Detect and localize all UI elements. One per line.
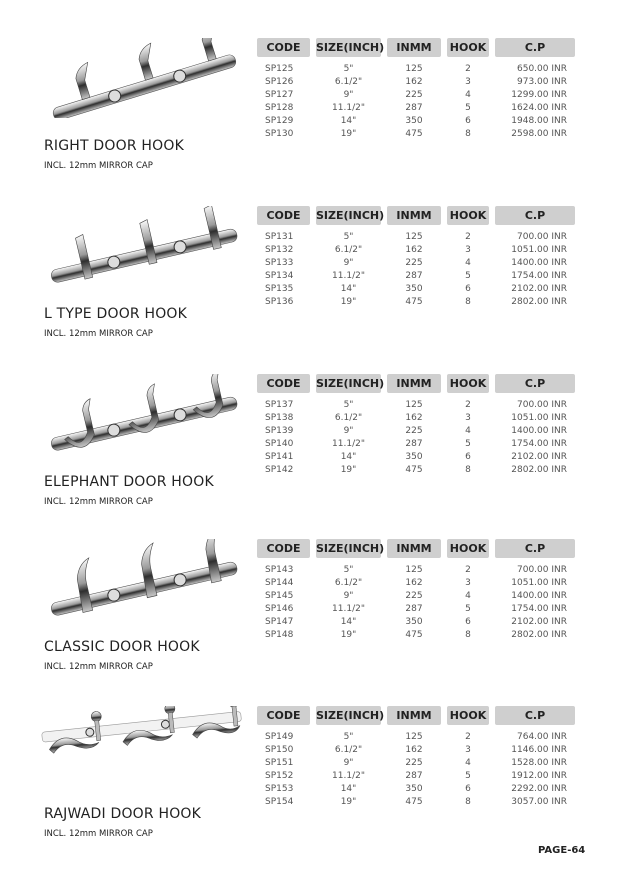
table-row <box>257 412 577 425</box>
cell-hook: 3 <box>465 578 471 588</box>
table-row <box>257 115 577 128</box>
cell-mm: 287 <box>405 439 423 449</box>
cell-mm: 125 <box>405 64 423 74</box>
cell-hook: 2 <box>465 232 471 242</box>
cell-hook: 2 <box>465 732 471 742</box>
header-price: C.P <box>495 539 575 558</box>
cell-price: 650.00 INR <box>517 64 567 74</box>
table-row <box>257 89 577 102</box>
cell-code: SP154 <box>265 797 294 807</box>
cell-hook: 5 <box>465 271 471 281</box>
cell-size: 11.1/2" <box>332 771 365 781</box>
cell-size: 5" <box>343 232 354 242</box>
product-note: INCL. 12mm MIRROR CAP <box>44 829 153 839</box>
cell-code: SP144 <box>265 578 294 588</box>
header-hook: HOOK <box>447 706 489 725</box>
header-code: CODE <box>257 38 310 57</box>
cell-code: SP138 <box>265 413 294 423</box>
cell-size: 5" <box>343 732 354 742</box>
cell-size: 5" <box>343 400 354 410</box>
cell-mm: 287 <box>405 103 423 113</box>
cell-hook: 8 <box>465 797 471 807</box>
cell-hook: 3 <box>465 77 471 87</box>
cell-price: 1624.00 INR <box>511 103 567 113</box>
cell-mm: 225 <box>405 90 423 100</box>
cell-hook: 8 <box>465 465 471 475</box>
cell-size: 14" <box>340 116 357 126</box>
product-title: L TYPE DOOR HOOK <box>44 306 188 322</box>
product-title: ELEPHANT DOOR HOOK <box>44 474 214 490</box>
table-row <box>257 399 577 412</box>
product-section <box>0 206 620 366</box>
cell-price: 2598.00 INR <box>511 129 567 139</box>
cell-mm: 475 <box>405 630 423 640</box>
product-note: INCL. 12mm MIRROR CAP <box>44 662 153 672</box>
cell-hook: 5 <box>465 604 471 614</box>
cell-mm: 225 <box>405 758 423 768</box>
cell-mm: 350 <box>405 784 423 794</box>
cell-code: SP127 <box>265 90 294 100</box>
cell-size: 6.1/2" <box>334 77 363 87</box>
cell-code: SP137 <box>265 400 294 410</box>
cell-code: SP131 <box>265 232 294 242</box>
table-row <box>257 283 577 296</box>
cell-size: 19" <box>340 797 357 807</box>
cell-code: SP151 <box>265 758 294 768</box>
cell-code: SP129 <box>265 116 294 126</box>
cell-code: SP140 <box>265 439 294 449</box>
cell-hook: 8 <box>465 630 471 640</box>
cell-hook: 5 <box>465 103 471 113</box>
cell-mm: 162 <box>405 413 423 423</box>
cell-hook: 8 <box>465 129 471 139</box>
cell-size: 9" <box>343 591 354 601</box>
table-row <box>257 296 577 309</box>
cell-code: SP125 <box>265 64 294 74</box>
cell-hook: 8 <box>465 297 471 307</box>
cell-mm: 475 <box>405 297 423 307</box>
table-row <box>257 451 577 464</box>
table-row <box>257 76 577 89</box>
page-number: PAGE-64 <box>538 845 586 856</box>
table-row <box>257 783 577 796</box>
cell-hook: 2 <box>465 565 471 575</box>
cell-code: SP152 <box>265 771 294 781</box>
l-type-door-hook-image <box>40 206 245 286</box>
table-row <box>257 464 577 477</box>
cell-price: 1051.00 INR <box>511 578 567 588</box>
table-header <box>257 38 577 57</box>
header-hook: HOOK <box>447 38 489 57</box>
table-row <box>257 757 577 770</box>
cell-hook: 4 <box>465 426 471 436</box>
cell-price: 700.00 INR <box>517 232 567 242</box>
header-size: SIZE(INCH) <box>316 706 381 725</box>
cell-hook: 3 <box>465 413 471 423</box>
right-door-hook-image <box>40 38 245 118</box>
product-title: CLASSIC DOOR HOOK <box>44 639 200 655</box>
cell-size: 14" <box>340 617 357 627</box>
cell-hook: 5 <box>465 771 471 781</box>
price-table <box>257 206 577 309</box>
cell-price: 1051.00 INR <box>511 413 567 423</box>
product-note: INCL. 12mm MIRROR CAP <box>44 497 153 507</box>
table-header <box>257 539 577 558</box>
rajwadi-door-hook-image <box>40 706 245 786</box>
cell-size: 9" <box>343 258 354 268</box>
cell-hook: 4 <box>465 258 471 268</box>
cell-size: 5" <box>343 64 354 74</box>
cell-size: 19" <box>340 465 357 475</box>
cell-mm: 350 <box>405 617 423 627</box>
table-header <box>257 374 577 393</box>
cell-hook: 6 <box>465 784 471 794</box>
cell-code: SP126 <box>265 77 294 87</box>
cell-mm: 475 <box>405 797 423 807</box>
cell-hook: 3 <box>465 245 471 255</box>
cell-code: SP135 <box>265 284 294 294</box>
table-row <box>257 590 577 603</box>
cell-code: SP141 <box>265 452 294 462</box>
cell-mm: 125 <box>405 400 423 410</box>
cell-size: 11.1/2" <box>332 271 365 281</box>
cell-code: SP128 <box>265 103 294 113</box>
cell-size: 6.1/2" <box>334 413 363 423</box>
cell-size: 19" <box>340 297 357 307</box>
table-row <box>257 102 577 115</box>
cell-hook: 3 <box>465 745 471 755</box>
cell-price: 1912.00 INR <box>511 771 567 781</box>
table-row <box>257 63 577 76</box>
cell-price: 1146.00 INR <box>511 745 567 755</box>
cell-price: 1400.00 INR <box>511 591 567 601</box>
cell-hook: 6 <box>465 284 471 294</box>
price-table <box>257 706 577 809</box>
table-row <box>257 564 577 577</box>
table-row <box>257 257 577 270</box>
header-price: C.P <box>495 38 575 57</box>
table-row <box>257 629 577 642</box>
product-section <box>0 374 620 534</box>
cell-size: 19" <box>340 129 357 139</box>
product-title: RIGHT DOOR HOOK <box>44 138 184 154</box>
header-code: CODE <box>257 706 310 725</box>
cell-code: SP145 <box>265 591 294 601</box>
cell-mm: 287 <box>405 771 423 781</box>
cell-price: 1528.00 INR <box>511 758 567 768</box>
header-hook: HOOK <box>447 206 489 225</box>
header-code: CODE <box>257 206 310 225</box>
table-row <box>257 577 577 590</box>
cell-price: 1400.00 INR <box>511 258 567 268</box>
cell-code: SP146 <box>265 604 294 614</box>
cell-price: 700.00 INR <box>517 400 567 410</box>
header-code: CODE <box>257 374 310 393</box>
cell-size: 9" <box>343 758 354 768</box>
cell-code: SP153 <box>265 784 294 794</box>
table-row <box>257 603 577 616</box>
classic-door-hook-image <box>40 539 245 619</box>
cell-mm: 350 <box>405 116 423 126</box>
cell-price: 973.00 INR <box>517 77 567 87</box>
cell-price: 2102.00 INR <box>511 452 567 462</box>
header-size: SIZE(INCH) <box>316 206 381 225</box>
header-mm: INMM <box>387 706 441 725</box>
header-hook: HOOK <box>447 374 489 393</box>
cell-size: 6.1/2" <box>334 578 363 588</box>
cell-price: 1051.00 INR <box>511 245 567 255</box>
product-section <box>0 38 620 198</box>
cell-price: 2102.00 INR <box>511 617 567 627</box>
cell-hook: 5 <box>465 439 471 449</box>
cell-price: 1754.00 INR <box>511 439 567 449</box>
header-size: SIZE(INCH) <box>316 38 381 57</box>
cell-code: SP149 <box>265 732 294 742</box>
cell-mm: 350 <box>405 284 423 294</box>
table-row <box>257 270 577 283</box>
cell-size: 14" <box>340 784 357 794</box>
table-header <box>257 206 577 225</box>
header-mm: INMM <box>387 38 441 57</box>
cell-code: SP148 <box>265 630 294 640</box>
cell-price: 2802.00 INR <box>511 465 567 475</box>
cell-price: 1948.00 INR <box>511 116 567 126</box>
cell-mm: 162 <box>405 745 423 755</box>
cell-price: 2802.00 INR <box>511 297 567 307</box>
cell-code: SP147 <box>265 617 294 627</box>
header-mm: INMM <box>387 374 441 393</box>
header-price: C.P <box>495 706 575 725</box>
product-section <box>0 539 620 699</box>
cell-price: 1754.00 INR <box>511 271 567 281</box>
cell-price: 2292.00 INR <box>511 784 567 794</box>
cell-size: 11.1/2" <box>332 604 365 614</box>
cell-code: SP133 <box>265 258 294 268</box>
cell-mm: 162 <box>405 245 423 255</box>
cell-price: 1299.00 INR <box>511 90 567 100</box>
cell-mm: 225 <box>405 591 423 601</box>
cell-hook: 4 <box>465 758 471 768</box>
cell-code: SP130 <box>265 129 294 139</box>
table-row <box>257 231 577 244</box>
cell-price: 700.00 INR <box>517 565 567 575</box>
header-hook: HOOK <box>447 539 489 558</box>
cell-hook: 4 <box>465 591 471 601</box>
cell-mm: 225 <box>405 258 423 268</box>
cell-size: 5" <box>343 565 354 575</box>
cell-hook: 6 <box>465 452 471 462</box>
cell-price: 1754.00 INR <box>511 604 567 614</box>
cell-size: 6.1/2" <box>334 245 363 255</box>
cell-hook: 6 <box>465 116 471 126</box>
table-row <box>257 128 577 141</box>
cell-mm: 125 <box>405 732 423 742</box>
cell-size: 19" <box>340 630 357 640</box>
cell-hook: 2 <box>465 64 471 74</box>
cell-size: 6.1/2" <box>334 745 363 755</box>
cell-code: SP142 <box>265 465 294 475</box>
cell-hook: 6 <box>465 617 471 627</box>
cell-code: SP143 <box>265 565 294 575</box>
table-row <box>257 770 577 783</box>
product-note: INCL. 12mm MIRROR CAP <box>44 329 153 339</box>
cell-hook: 4 <box>465 90 471 100</box>
cell-size: 9" <box>343 426 354 436</box>
header-price: C.P <box>495 374 575 393</box>
cell-mm: 287 <box>405 271 423 281</box>
header-price: C.P <box>495 206 575 225</box>
table-row <box>257 438 577 451</box>
product-section <box>0 706 620 866</box>
price-table <box>257 539 577 642</box>
cell-mm: 162 <box>405 578 423 588</box>
cell-code: SP150 <box>265 745 294 755</box>
cell-mm: 225 <box>405 426 423 436</box>
header-size: SIZE(INCH) <box>316 539 381 558</box>
cell-mm: 475 <box>405 465 423 475</box>
cell-size: 14" <box>340 284 357 294</box>
table-row <box>257 616 577 629</box>
cell-price: 2802.00 INR <box>511 630 567 640</box>
cell-mm: 350 <box>405 452 423 462</box>
cell-size: 14" <box>340 452 357 462</box>
cell-price: 1400.00 INR <box>511 426 567 436</box>
cell-code: SP132 <box>265 245 294 255</box>
product-note: INCL. 12mm MIRROR CAP <box>44 161 153 171</box>
header-code: CODE <box>257 539 310 558</box>
cell-mm: 162 <box>405 77 423 87</box>
cell-mm: 287 <box>405 604 423 614</box>
cell-size: 11.1/2" <box>332 103 365 113</box>
cell-mm: 475 <box>405 129 423 139</box>
table-row <box>257 744 577 757</box>
table-row <box>257 244 577 257</box>
cell-code: SP139 <box>265 426 294 436</box>
header-mm: INMM <box>387 539 441 558</box>
cell-size: 11.1/2" <box>332 439 365 449</box>
cell-price: 764.00 INR <box>517 732 567 742</box>
header-size: SIZE(INCH) <box>316 374 381 393</box>
cell-mm: 125 <box>405 565 423 575</box>
cell-size: 9" <box>343 90 354 100</box>
table-row <box>257 796 577 809</box>
cell-mm: 125 <box>405 232 423 242</box>
cell-price: 3057.00 INR <box>511 797 567 807</box>
table-row <box>257 425 577 438</box>
cell-hook: 2 <box>465 400 471 410</box>
cell-price: 2102.00 INR <box>511 284 567 294</box>
price-table <box>257 38 577 141</box>
table-row <box>257 731 577 744</box>
header-mm: INMM <box>387 206 441 225</box>
elephant-door-hook-image <box>40 374 245 454</box>
cell-code: SP136 <box>265 297 294 307</box>
table-header <box>257 706 577 725</box>
price-table <box>257 374 577 477</box>
product-title: RAJWADI DOOR HOOK <box>44 806 202 822</box>
cell-code: SP134 <box>265 271 294 281</box>
